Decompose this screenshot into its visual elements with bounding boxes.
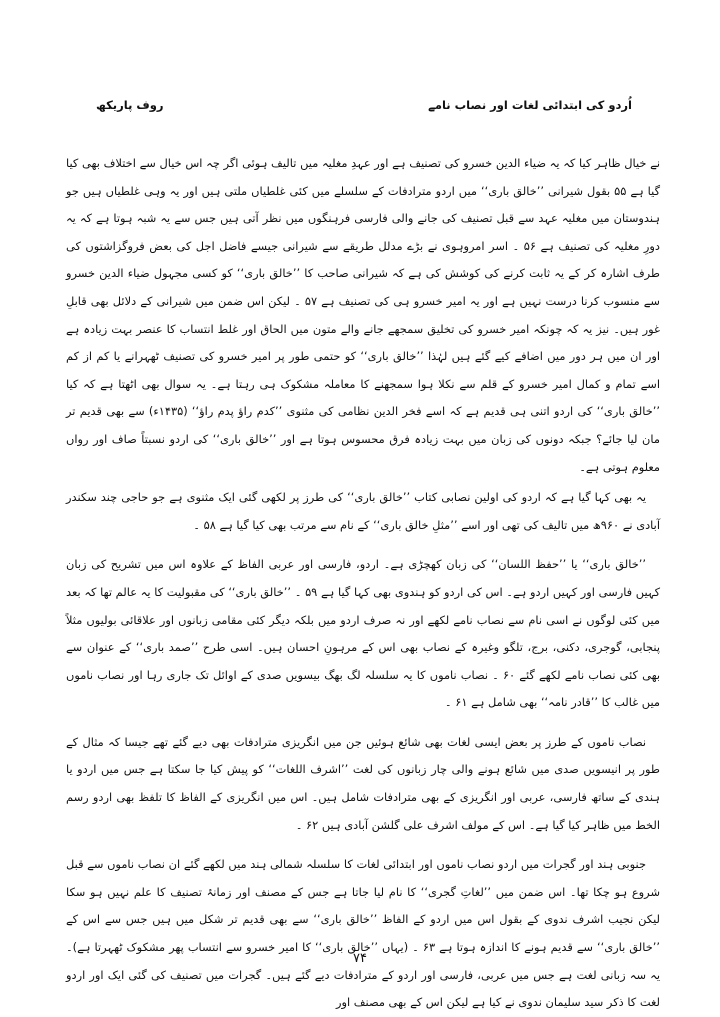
- running-title: اُردو کی ابتدائی لغات اور نصاب نامے: [428, 98, 632, 112]
- paragraph: ’’خالق باری‘‘ یا ’’حفظ اللسان‘‘ کی زبان کھچڑی ہے۔ اردو، فارسی اور عربی الفاظ کے علاوہ اس میں تشریح کی زبان کہیں فارسی اور کہیں اردو ہے۔ اس کی اردو کو ہندوی بھی کہا گیا ہے ۵۹ ۔ ’’خالق باری‘‘ کی مقبولیت کا یہ عالم تھا کہ بعد میں کئی لوگوں نے اسی نام سے نصاب نامے لکھے اور نہ صرف اردو میں بلکہ دیگر کئی مقامی زبانوں اور علاقائی بولیوں مثلاً پنجابی، گوجری، دکنی، برج، تلگو وغیرہ کے نصاب بھی اس کے مرہونِ احسان ہیں۔ اسی طرح ’’صمد باری‘‘ کے عنوان سے بھی کئی نصاب نامے لکھے گئے ۶۰ ۔ نصاب ناموں کا یہ سلسلہ لگ بھگ بیسویں صدی کے اوائل تک جاری رہا اور نصاب ناموں میں غالب کا ’’قادر نامہ‘‘ بھی شامل ہے ۶۱ ۔: [66, 557, 660, 710]
- paragraph: یہ بھی کہا گیا ہے کہ اردو کی اولین نصابی کتاب ’’خالق باری‘‘ کی طرز پر لکھی گئی ایک مثنوی ہے جو حاجی چند سکندر آبادی نے ۹۶۰ھ میں تالیف کی تھی اور اسے ’’مثلِ خالق باری‘‘ کے نام سے مرتب بھی کیا گیا ہے ۵۸ ۔: [66, 490, 660, 532]
- paragraph: جنوبی ہند اور گجرات میں اردو نصاب ناموں اور ابتدائی لغات کا سلسلہ شمالی ہند میں لکھے گئے ان نصاب ناموں سے قبل شروع ہو چکا تھا۔ اس ضمن میں ’’لغاتِ گجری‘‘ کا نام لیا جاتا ہے جس کے مصنف اور زمانۂ تصنیف کا علم نہیں ہو سکا لیکن نجیب اشرف ندوی کے بقول اس میں اردو کے الفاظ ’’خالق باری‘‘ سے بھی قدیم تر شکل میں ہیں جس سے اس کے ’’خالق باری‘‘ سے قدیم ہونے کا اندازہ ہوتا ہے ۶۳ ۔ (یہاں ’’خالق باری‘‘ کا امیر خسرو سے انتساب پھر مشکوک ٹھہرتا ہے)۔ یہ سہ زبانی لغت ہے جس میں عربی، فارسی اور اردو کے مترادفات دیے گئے ہیں۔ گجرات میں تصنیف کی گئی ایک اور اردو لغت کا ذکر سید سلیمان ندوی نے کیا ہے لیکن اس کے بھی مصنف اور: [66, 857, 660, 1010]
- page-number: ۷۴: [353, 951, 367, 966]
- paragraph: نے خیال ظاہر کیا کہ یہ ضیاء الدین خسرو کی تصنیف ہے اور عہدِ مغلیہ میں تالیف ہوئی اگر چہ اس خیال سے اختلاف بھی کیا گیا ہے ۵۵ بقول شیرانی ’’خالق باری‘‘ میں اردو مترادفات کے سلسلے میں کئی غلطیاں ملتی ہیں اور یہ وہی غلطیاں ہیں جو ہندوستان میں مغلیہ عہد سے قبل تصنیف کی جانے والی فارسی فرہنگوں میں نظر آتی ہیں جس سے یہ شبہ ہوتا ہے کہ یہ دورِ مغلیہ کی تصنیف ہے ۵۶ ۔ اسر امروہوی نے بڑے مدلل طریقے سے شیرانی جیسے فاضل اجل کی بعض فروگزاشتوں کی طرف اشارہ کر کے یہ ثابت کرنے کی کوشش کی ہے کہ شیرانی صاحب کا ’’خالق باری‘‘ کو کسی مجہول ضیاء الدین خسرو سے منسوب کرنا درست نہیں ہے اور یہ امیر خسرو ہی کی تصنیف ہے ۵۷ ۔ لیکن اس ضمن میں شیرانی کے دلائل بھی قابلِ غور ہیں۔ نیز یہ کہ چونکہ امیر خسرو کی تخلیق سمجھے جانے والے متون میں الحاق اور غلط انتساب کا عنصر بہت زیادہ ہے اور ان میں ہر دور میں اضافے کیے گئے ہیں لہٰذا ’’خالق باری‘‘ کو حتمی طور پر امیر خسرو کی تصنیف ٹھہرانے یا کم از کم اسے تمام و کمال امیر خسرو کے قلم سے نکلا ہوا سمجھنے کا معاملہ مشکوک ہی رہتا ہے۔ یہ سوال بھی اٹھتا ہے کہ کیا ’’خالق باری‘‘ کی اردو اتنی ہی قدیم ہے کہ اسے فخر الدین نظامی کی مثنوی ’’کدم راؤ پدم راؤ‘‘ (۱۴۳۵ء) سے بھی قدیم تر مان لیا جائے؟ جبکہ دونوں کی زبان میں بہت زیادہ فرق محسوس ہوتا ہے اور ’’خالق باری‘‘ کی اردو نسبتاً صاف اور رواں معلوم ہوتی ہے۔: [66, 156, 661, 474]
- paragraph: نصاب ناموں کے طرز پر بعض ایسی لغات بھی شائع ہوئیں جن میں انگریزی مترادفات بھی دیے گئے تھے جیسا کہ مثال کے طور پر انیسویں صدی میں شائع ہونے والی چار زبانوں کی لغت ’’اشرف اللغات‘‘ کو پیش کیا جا سکتا ہے جس میں اردو یا ہندی کے ساتھ فارسی، عربی اور انگریزی کے بھی مترادفات شامل ہیں۔ اس میں انگریزی کے الفاظ کا تلفظ بھی اردو رسم الخط میں ظاہر کیا گیا ہے۔ اس کے مولف اشرف علی گلشن آبادی ہیں ۶۲ ۔: [66, 734, 660, 832]
- body-text: [66, 150, 660, 1017]
- author-label: روف پاریکھ: [96, 98, 164, 112]
- running-header: [96, 94, 632, 116]
